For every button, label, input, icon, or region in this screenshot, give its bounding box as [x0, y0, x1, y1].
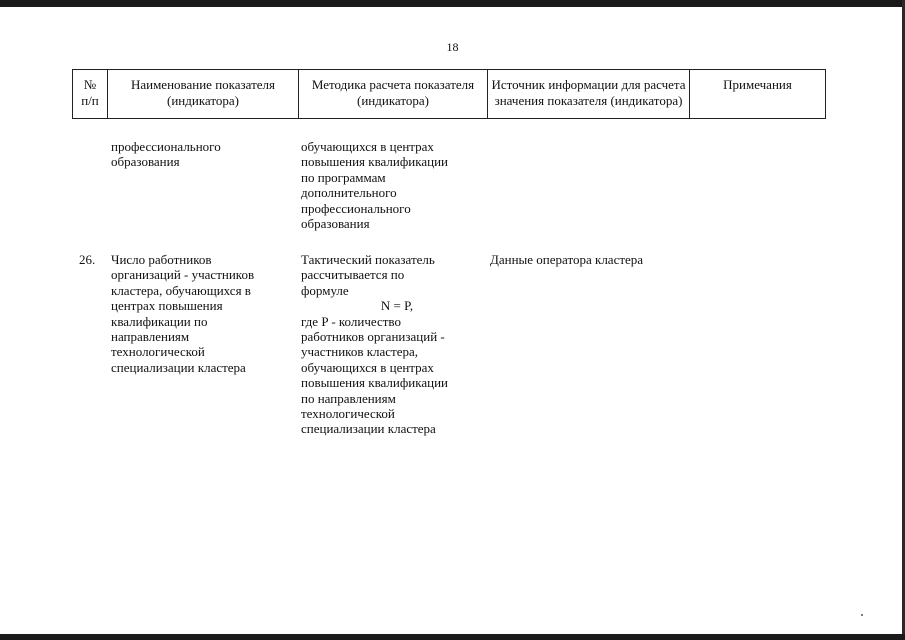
column-header-notes: Примечания: [690, 70, 826, 119]
row-26-source: Данные оператора кластера: [490, 252, 644, 267]
column-header-number: № п/п: [73, 70, 108, 119]
scan-edge-bottom: [0, 634, 905, 640]
row-26-name: Число работников организаций - участников кластера, обучающихся в центрах повышения квалификации по направлениям технологической специализации кластера: [111, 252, 255, 375]
column-header-name: Наименование показателя (индикатора): [108, 70, 299, 119]
row-26-method: [301, 252, 481, 437]
row-26-method-intro: Тактический показатель рассчитывается по формуле: [301, 252, 435, 298]
scan-edge-top: [0, 0, 905, 7]
table-header: [72, 69, 826, 119]
scan-speck: [861, 614, 863, 616]
column-header-method: Методика расчета показателя (индикатора): [299, 70, 488, 119]
continuation-name: профессионального образования: [111, 139, 221, 170]
row-26-number: 26.: [79, 252, 96, 267]
column-header-source: Источник информации для расчета значения показателя (индикатора): [488, 70, 690, 119]
row-26-formula: N = P,: [380, 298, 414, 314]
continuation-method: обучающихся в центрах повышения квалификации по программам дополнительного профессионального образования: [301, 139, 449, 232]
page-number: 18: [446, 40, 459, 54]
row-26-method-rest: где P - количество работников организаций - участников кластера, обучающихся в центрах повышения квалификации по направлениям технологической специализации кластера: [301, 313, 449, 437]
